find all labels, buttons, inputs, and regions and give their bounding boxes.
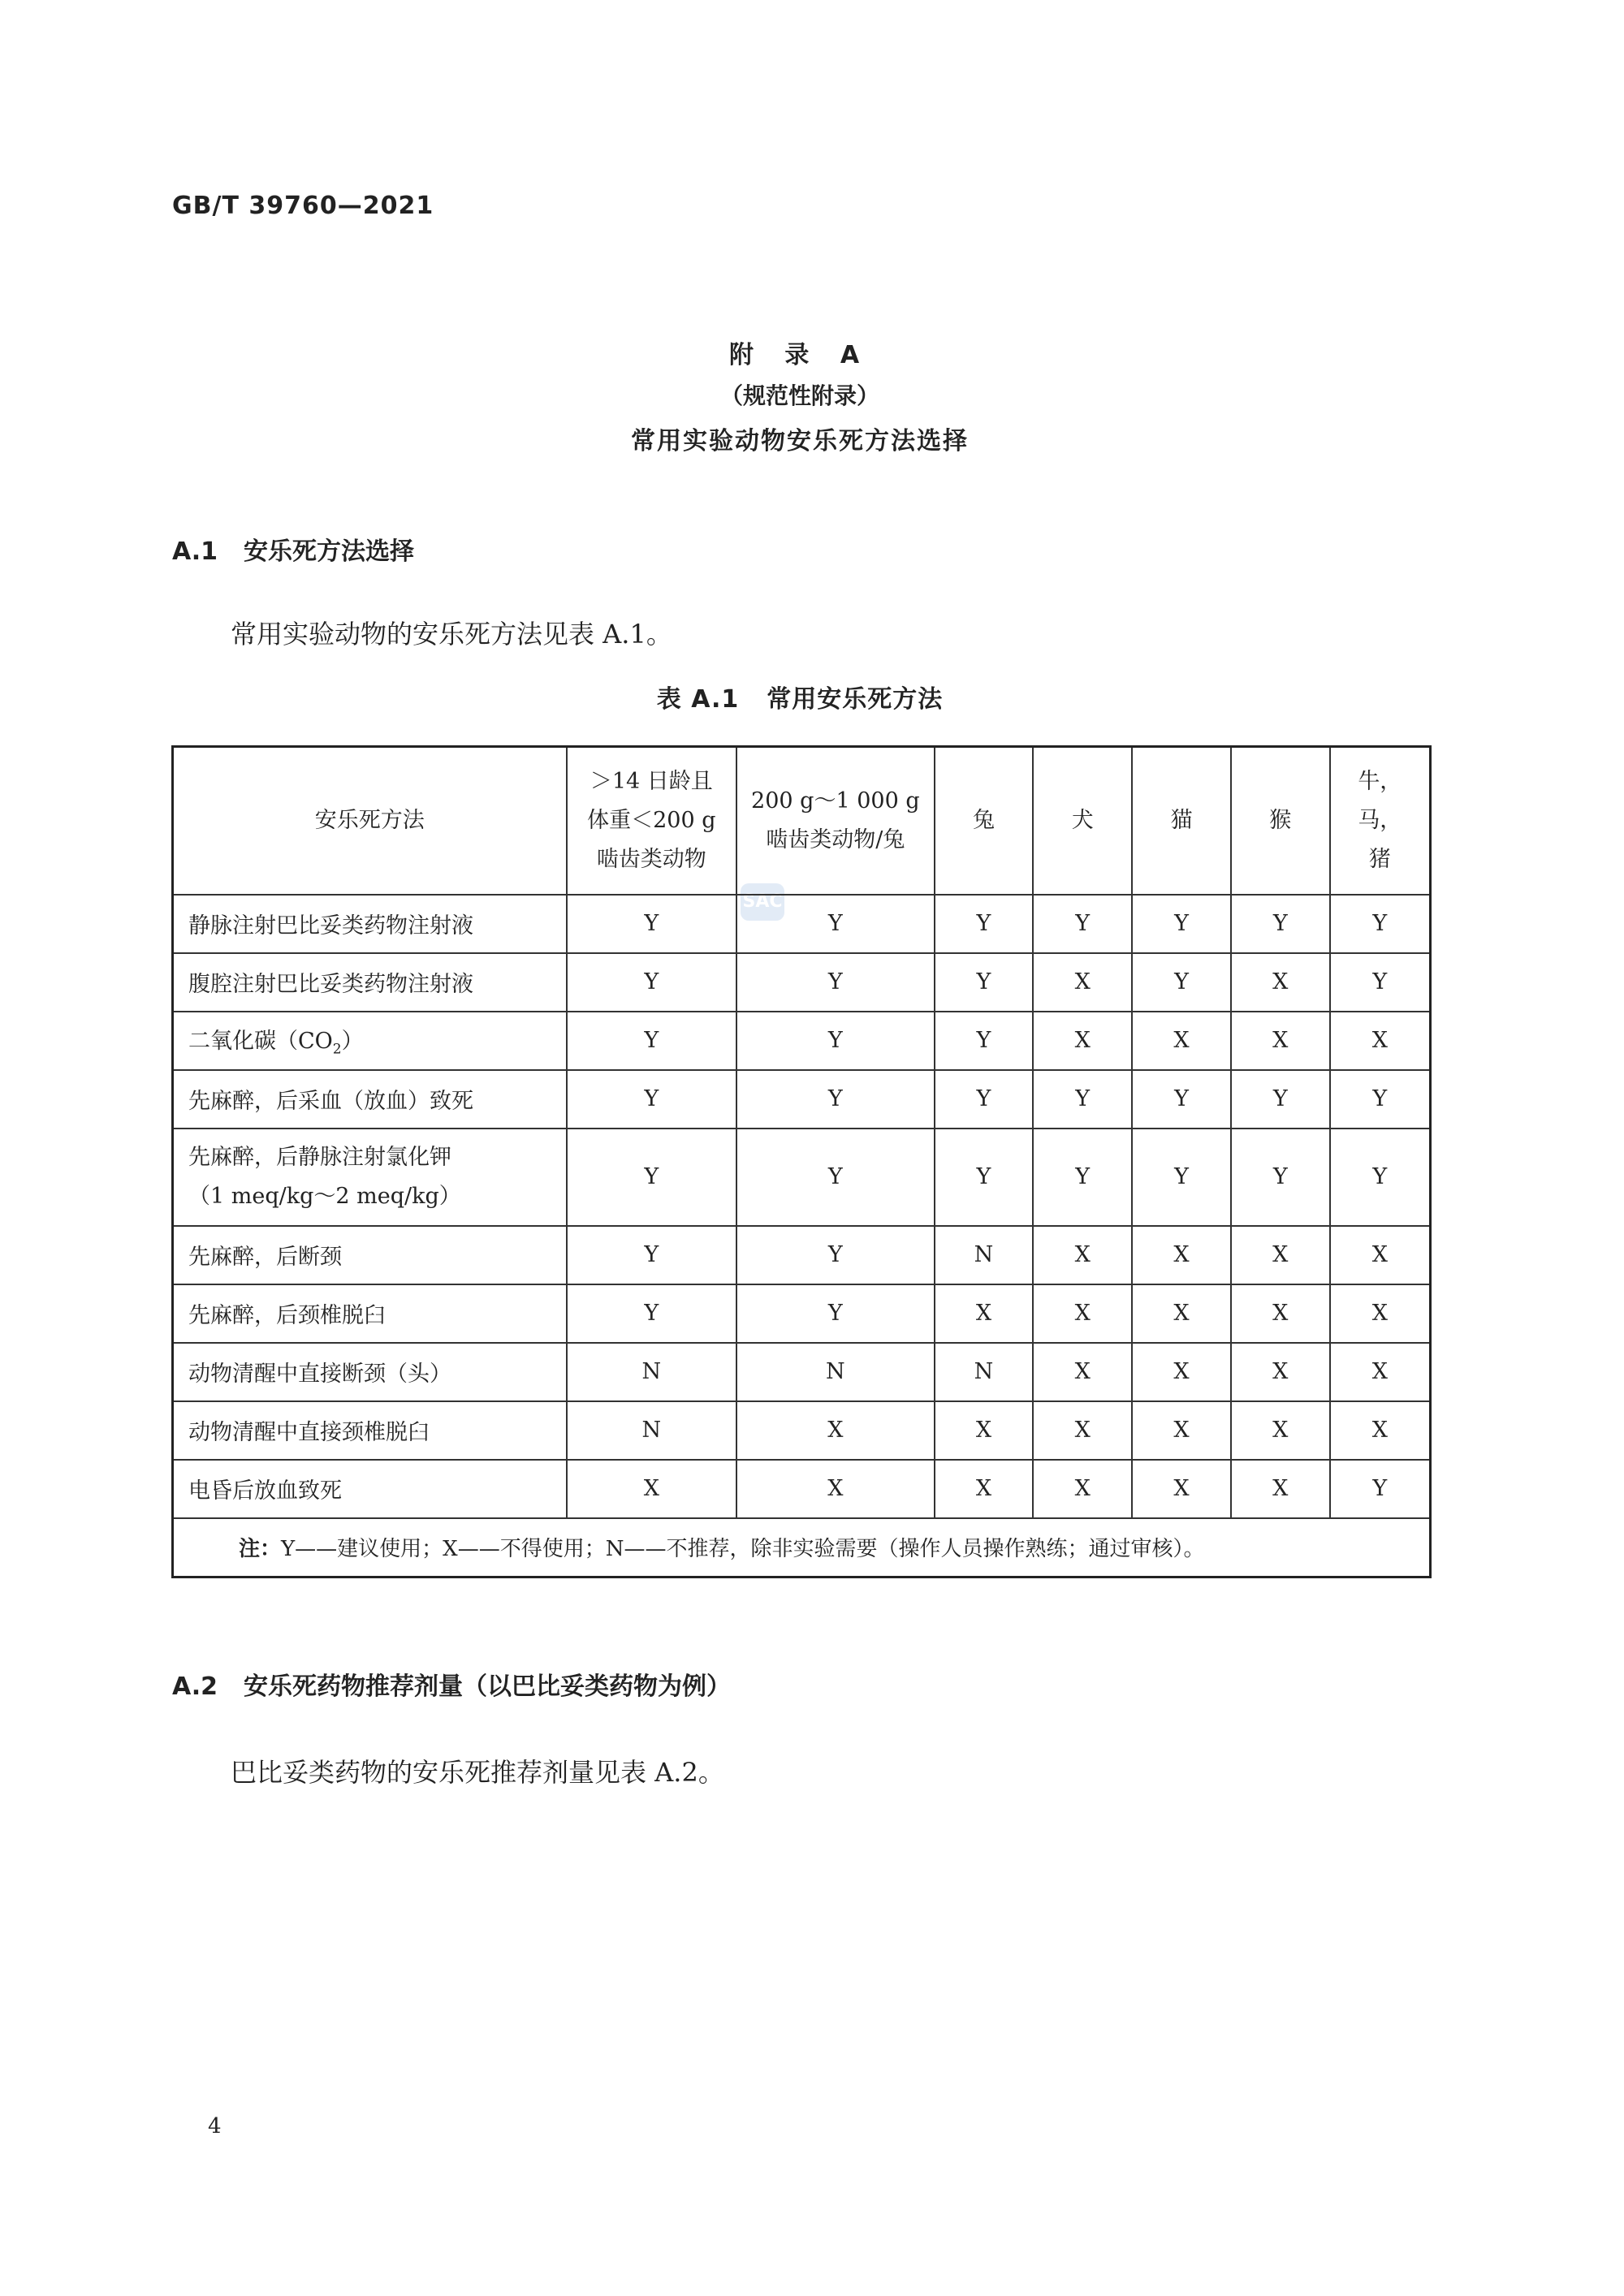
table-caption-number: 表 A.1 xyxy=(656,685,740,714)
header-small-rodents: ＞14 日龄且 体重＜200 g 啮齿类动物 xyxy=(567,747,737,895)
method-cell: 电昏后放血致死 xyxy=(173,1460,567,1518)
section-title: 安乐死方法选择 xyxy=(244,537,414,566)
section-number: A.2 xyxy=(172,1672,218,1701)
table-row xyxy=(173,1012,1431,1070)
value-cell: Y xyxy=(1132,895,1231,953)
value-cell: X xyxy=(1033,1284,1132,1343)
value-cell: Y xyxy=(736,1284,934,1343)
value-cell: X xyxy=(1132,1401,1231,1460)
table-row xyxy=(173,1129,1431,1226)
value-cell: Y xyxy=(567,1129,737,1226)
header-rabbit: 兔 xyxy=(935,747,1034,895)
value-cell: Y xyxy=(736,1129,934,1226)
value-cell: X xyxy=(736,1401,934,1460)
value-cell: Y xyxy=(736,1012,934,1070)
section-a1-paragraph: 常用实验动物的安乐死方法见表 A.1。 xyxy=(231,619,672,650)
note-text: Y——建议使用；X——不得使用；N——不推荐，除非实验需要（操作人员操作熟练；通过审核）。 xyxy=(281,1537,1205,1561)
value-cell: X xyxy=(1231,1401,1330,1460)
method-cell: 先麻醉，后采血（放血）致死 xyxy=(173,1070,567,1129)
header-method: 安乐死方法 xyxy=(173,747,567,895)
table-header-row xyxy=(173,747,1431,895)
value-cell: X xyxy=(1033,1460,1132,1518)
value-cell: Y xyxy=(1132,953,1231,1012)
method-cell: 先麻醉，后颈椎脱臼 xyxy=(173,1284,567,1343)
method-cell: 静脉注射巴比妥类药物注射液 xyxy=(173,895,567,953)
value-cell: X xyxy=(1132,1226,1231,1284)
value-cell: X xyxy=(1231,1226,1330,1284)
appendix-main-title: 常用实验动物安乐死方法选择 xyxy=(631,427,969,455)
value-cell: Y xyxy=(736,895,934,953)
header-livestock: 牛，马， 猪 xyxy=(1330,747,1431,895)
header-monkey: 猴 xyxy=(1231,747,1330,895)
value-cell: Y xyxy=(1033,895,1132,953)
header-cat: 猫 xyxy=(1132,747,1231,895)
value-cell: X xyxy=(1231,953,1330,1012)
section-number: A.1 xyxy=(172,537,218,566)
value-cell: X xyxy=(1231,1460,1330,1518)
method-cell: 先麻醉，后断颈 xyxy=(173,1226,567,1284)
appendix-title: 附 录 A xyxy=(728,341,871,369)
value-cell: Y xyxy=(1132,1070,1231,1129)
value-cell: Y xyxy=(1330,1129,1431,1226)
value-cell: N xyxy=(567,1401,737,1460)
value-cell: Y xyxy=(1330,953,1431,1012)
value-cell: Y xyxy=(935,953,1034,1012)
value-cell: Y xyxy=(1330,895,1431,953)
note-label: 注： xyxy=(239,1537,282,1561)
method-cell: 先麻醉，后静脉注射氯化钾 （1 meq/kg～2 meq/kg） xyxy=(173,1129,567,1226)
value-cell: X xyxy=(1231,1343,1330,1401)
value-cell: X xyxy=(1033,1012,1132,1070)
value-cell: Y xyxy=(1330,1460,1431,1518)
value-cell: N xyxy=(736,1343,934,1401)
section-title: 安乐死药物推荐剂量（以巴比妥类药物为例） xyxy=(244,1672,731,1701)
method-cell: 动物清醒中直接断颈（头） xyxy=(173,1343,567,1401)
value-cell: X xyxy=(567,1460,737,1518)
page-number: 4 xyxy=(208,2114,222,2138)
value-cell: Y xyxy=(567,1226,737,1284)
value-cell: Y xyxy=(935,1070,1034,1129)
value-cell: Y xyxy=(935,1129,1034,1226)
header-medium-rodents-rabbit: 200 g～1 000 g 啮齿类动物/兔 xyxy=(736,747,934,895)
value-cell: X xyxy=(1132,1012,1231,1070)
method-cell: 动物清醒中直接颈椎脱臼 xyxy=(173,1401,567,1460)
section-a2-heading xyxy=(172,1666,731,1702)
value-cell: X xyxy=(1132,1460,1231,1518)
value-cell: N xyxy=(935,1226,1034,1284)
value-cell: X xyxy=(1033,1401,1132,1460)
sac-watermark: SAC xyxy=(741,883,784,921)
table-row xyxy=(173,1343,1431,1401)
value-cell: Y xyxy=(935,895,1034,953)
value-cell: X xyxy=(1033,1226,1132,1284)
value-cell: X xyxy=(1330,1012,1431,1070)
value-cell: X xyxy=(1330,1401,1431,1460)
value-cell: Y xyxy=(1033,1129,1132,1226)
value-cell: Y xyxy=(1033,1070,1132,1129)
value-cell: N xyxy=(567,1343,737,1401)
value-cell: X xyxy=(1330,1284,1431,1343)
method-cell: 腹腔注射巴比妥类药物注射液 xyxy=(173,953,567,1012)
value-cell: Y xyxy=(567,1012,737,1070)
value-cell: X xyxy=(1330,1226,1431,1284)
value-cell: X xyxy=(1132,1343,1231,1401)
header-dog: 犬 xyxy=(1033,747,1132,895)
table-row xyxy=(173,953,1431,1012)
value-cell: Y xyxy=(736,1070,934,1129)
value-cell: Y xyxy=(567,1070,737,1129)
value-cell: X xyxy=(1231,1284,1330,1343)
table-row xyxy=(173,1070,1431,1129)
value-cell: Y xyxy=(1330,1070,1431,1129)
section-a2-paragraph: 巴比妥类药物的安乐死推荐剂量见表 A.2。 xyxy=(231,1757,724,1788)
value-cell: Y xyxy=(1231,1129,1330,1226)
table-note xyxy=(173,1518,1431,1577)
value-cell: Y xyxy=(1231,1070,1330,1129)
value-cell: X xyxy=(736,1460,934,1518)
value-cell: X xyxy=(935,1401,1034,1460)
table-caption xyxy=(0,679,1600,714)
euthanasia-methods-table xyxy=(171,745,1432,1578)
value-cell: X xyxy=(935,1460,1034,1518)
table-caption-title: 常用安乐死方法 xyxy=(767,685,944,714)
value-cell: X xyxy=(1330,1343,1431,1401)
table-row xyxy=(173,895,1431,953)
value-cell: Y xyxy=(736,1226,934,1284)
value-cell: N xyxy=(935,1343,1034,1401)
value-cell: Y xyxy=(1132,1129,1231,1226)
section-a1-heading xyxy=(172,531,414,567)
table-row xyxy=(173,1460,1431,1518)
table-row xyxy=(173,1226,1431,1284)
table-row xyxy=(173,1284,1431,1343)
value-cell: Y xyxy=(1231,895,1330,953)
value-cell: Y xyxy=(736,953,934,1012)
table-note-row xyxy=(173,1518,1431,1577)
value-cell: Y xyxy=(567,1284,737,1343)
value-cell: Y xyxy=(935,1012,1034,1070)
value-cell: X xyxy=(1231,1012,1330,1070)
method-cell: 二氧化碳$(CO_2)$ xyxy=(173,1012,567,1070)
value-cell: X xyxy=(1033,1343,1132,1401)
value-cell: X xyxy=(1132,1284,1231,1343)
value-cell: Y xyxy=(567,895,737,953)
value-cell: X xyxy=(935,1284,1034,1343)
value-cell: Y xyxy=(567,953,737,1012)
standard-code: GB/T 39760—2021 xyxy=(172,192,434,220)
table-row xyxy=(173,1401,1431,1460)
value-cell: X xyxy=(1033,953,1132,1012)
appendix-subtitle: （规范性附录） xyxy=(719,382,879,409)
